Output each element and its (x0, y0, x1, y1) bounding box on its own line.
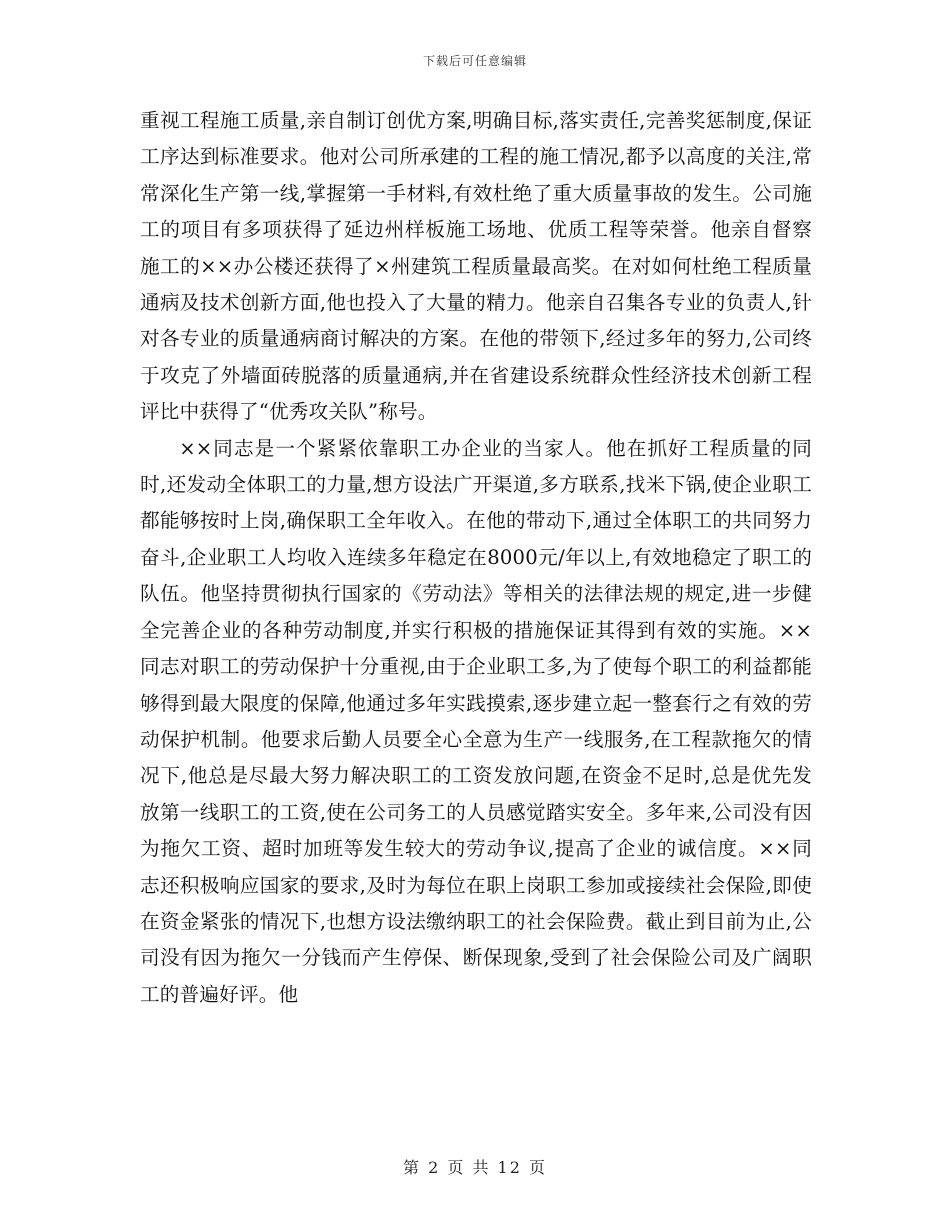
body-paragraph-2: ××同志是一个紧紧依靠职工办企业的当家人。他在抓好工程质量的同时,还发动全体职工的力量,想方设法广开渠道,多方联系,找米下锅,使企业职工都能够按时上岗,确保职工全年收入。在他的带动下,通过全体职工的共同努力奋斗,企业职工人均收入连续多年稳定在8000元/年以上,有效地稳定了职工的队伍。他坚持贯彻执行国家的《劳动法》等相关的法律法规的规定,进一步健全完善企业的各种劳动制度,并实行积极的措施保证其得到有效的实施。××同志对职工的劳动保护十分重视,由于企业职工多,为了使每个职工的利益都能够得到最大限度的保障,他通过多年实践摸索,逐步建立起一整套行之有效的劳动保护机制。他要求后勤人员要全心全意为生产一线服务,在工程款拖欠的情况下,他总是尽最大努力解决职工的工资发放问题,在资金不足时,总是优先发放第一线职工的工资,使在公司务工的人员感觉踏实安全。多年来,公司没有因为拖欠工资、超时加班等发生较大的劳动争议,提高了企业的诚信度。××同志还积极响应国家的要求,及时为每位在职上岗职工参加或接续社会保险,即使在资金紧张的情况下,也想方设法缴纳职工的社会保险费。截止到目前为止,公司没有因为拖欠一分钱而产生停保、断保现象,受到了社会保险公司及广阔职工的普遍好评。他 (140, 436, 812, 1006)
page-header: 下载后可任意编辑 (422, 54, 527, 68)
page-number-footer: 第 2 页 共 12 页 (403, 1158, 547, 1177)
document-body (140, 103, 812, 1013)
body-paragraph-1: 重视工程施工质量,亲自制订创优方案,明确目标,落实责任,完善奖惩制度,保证工序达到标准要求。他对公司所承建的工程的施工情况,都予以高度的关注,常常深化生产第一线,掌握第一手材料,有效杜绝了重大质量事故的发生。公司施工的项目有多项获得了延边州样板施工场地、优质工程等荣誉。他亲自督察施工的××办公楼还获得了×州建筑工程质量最高奖。在对如何杜绝工程质量通病及技术创新方面,他也投入了大量的精力。他亲自召集各专业的负责人,针对各专业的质量通病商讨解决的方案。在他的带领下,经过多年的努力,公司终于攻克了外墙面砖脱落的质量通病,并在省建设系统群众性经济技术创新工程评比中获得了“优秀攻关队”称号。 (140, 109, 812, 424)
